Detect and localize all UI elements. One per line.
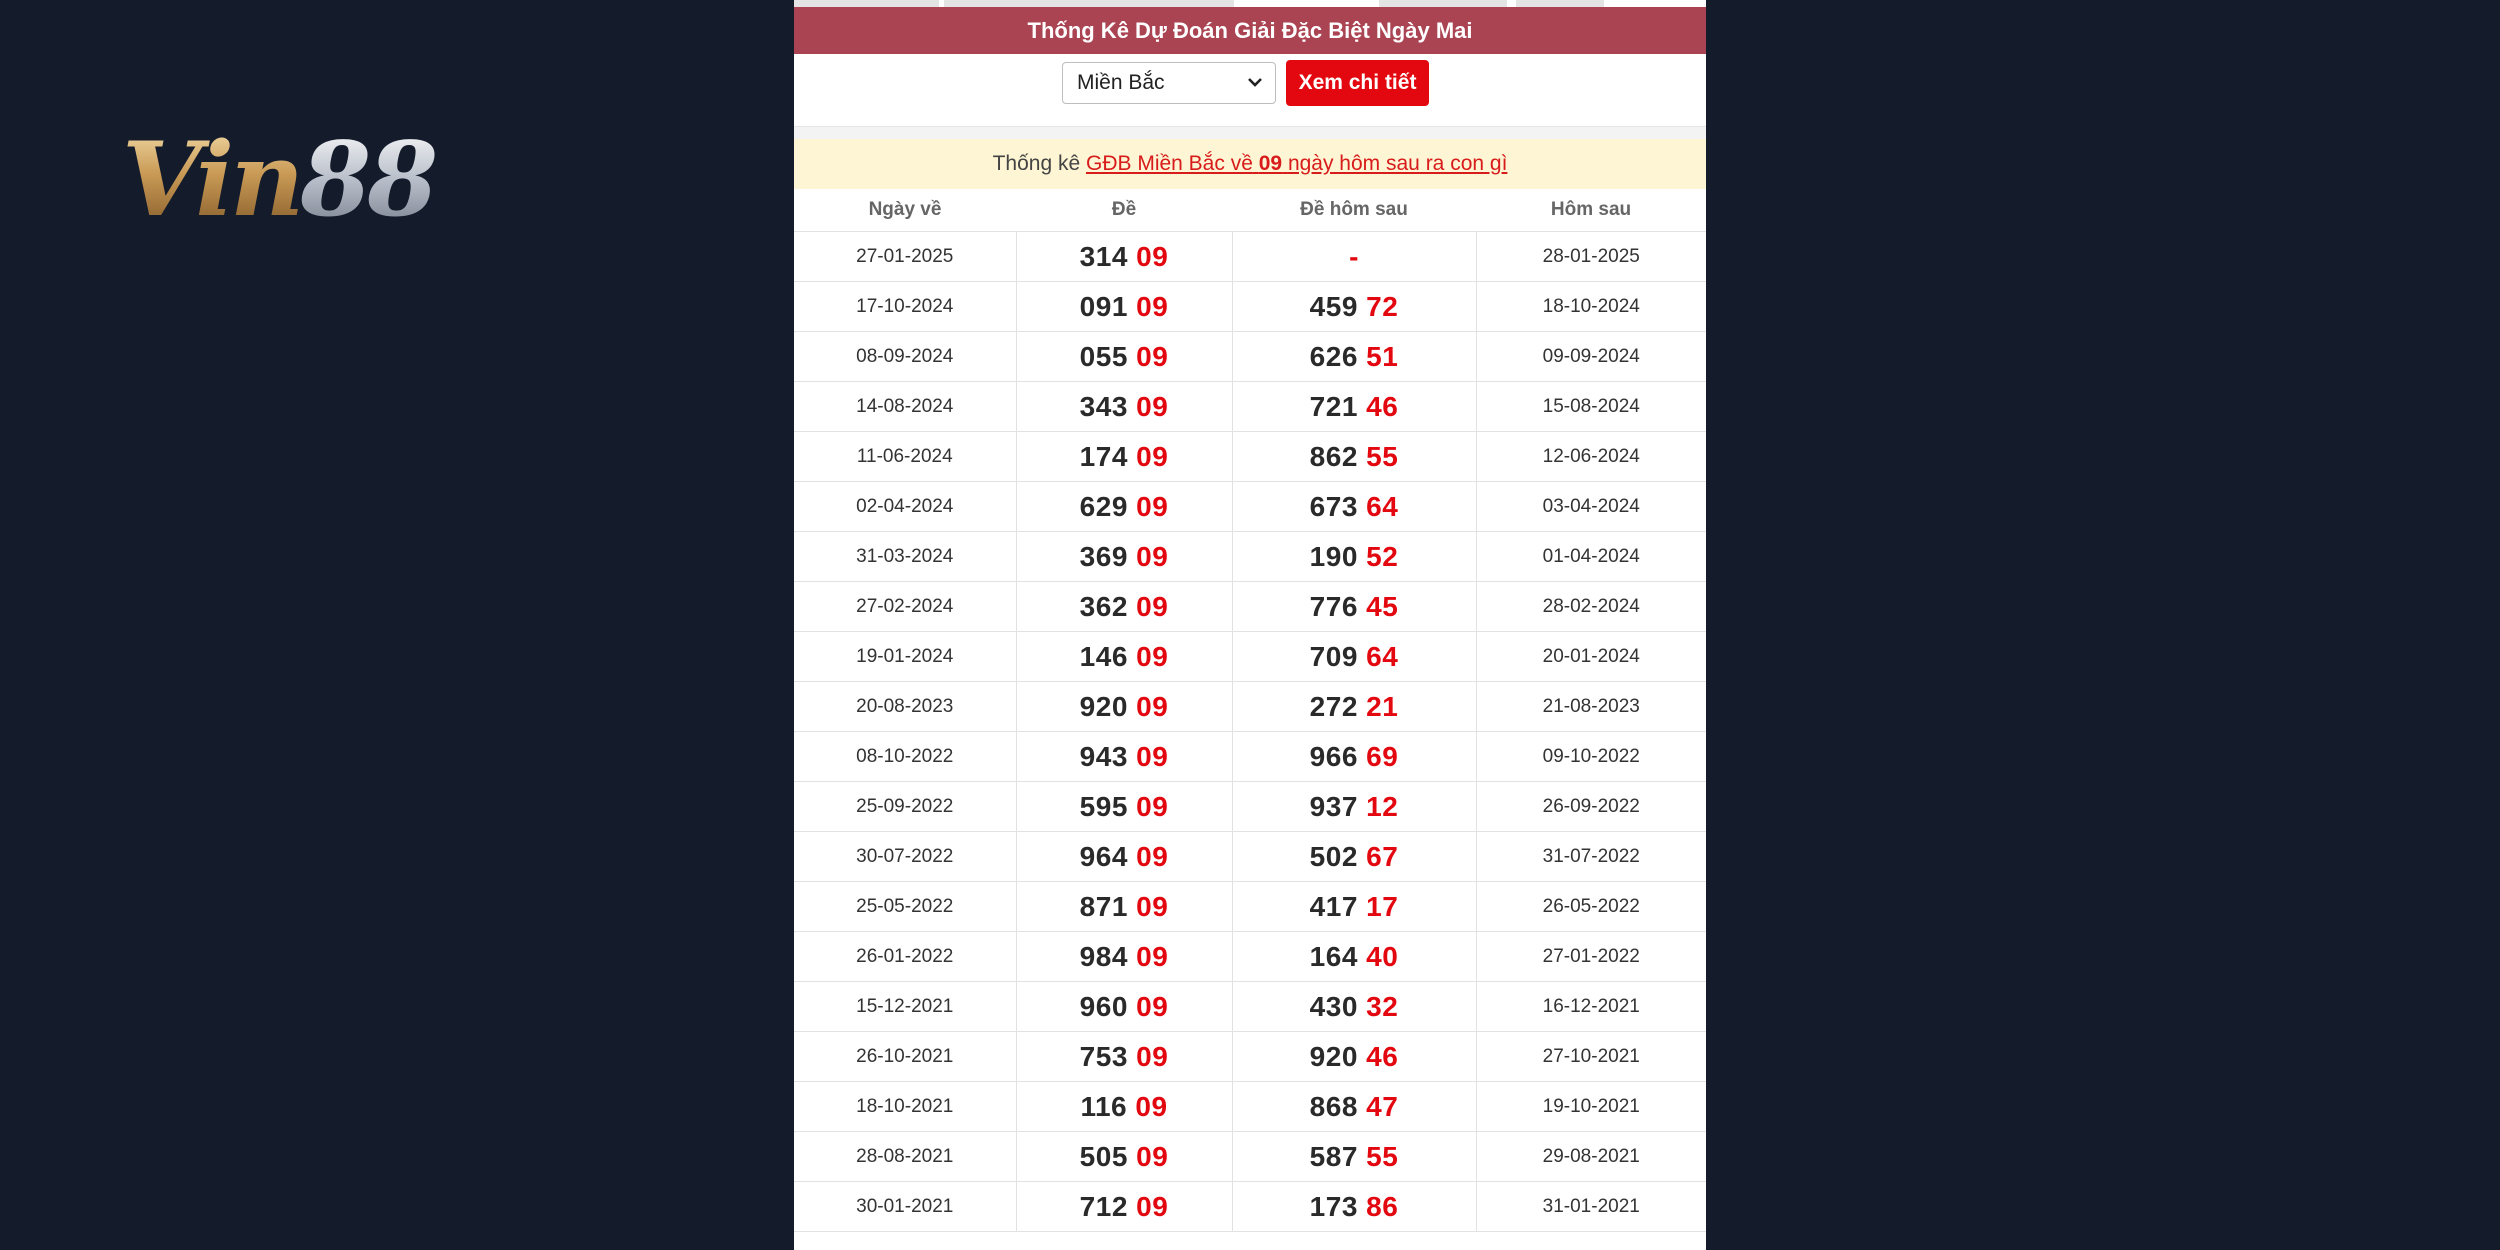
row-next-de-suffix: 40 — [1366, 940, 1399, 972]
row-de-suffix: 09 — [1136, 640, 1169, 672]
summary-number: 09 — [1258, 152, 1283, 175]
row-next-de-suffix: 12 — [1366, 790, 1399, 822]
row-de — [1016, 732, 1232, 782]
row-de — [1016, 382, 1232, 432]
row-next-de-suffix: 17 — [1366, 890, 1399, 922]
row-next-date: 31-07-2022 — [1476, 832, 1706, 882]
row-next-de-prefix: 721 — [1309, 390, 1358, 422]
row-next-date: 27-01-2022 — [1476, 932, 1706, 982]
row-de-prefix: 943 — [1079, 740, 1128, 772]
row-next-de — [1232, 632, 1476, 682]
row-date: 27-01-2025 — [794, 232, 1016, 282]
row-de-suffix: 09 — [1136, 440, 1169, 472]
table-header-row — [794, 189, 1706, 232]
row-date: 31-03-2024 — [794, 532, 1016, 582]
row-next-de — [1232, 982, 1476, 1032]
row-next-de-prefix: 430 — [1309, 990, 1358, 1022]
row-de-suffix: 09 — [1136, 790, 1169, 822]
row-de — [1016, 932, 1232, 982]
row-de — [1016, 1182, 1232, 1232]
row-de-prefix: 629 — [1079, 490, 1128, 522]
row-next-date: 12-06-2024 — [1476, 432, 1706, 482]
stats-panel — [794, 0, 1706, 1250]
row-next-de — [1232, 732, 1476, 782]
row-next-de — [1232, 382, 1476, 432]
table-row — [794, 632, 1706, 682]
row-next-date: 01-04-2024 — [1476, 532, 1706, 582]
row-de-prefix: 055 — [1079, 340, 1128, 372]
chevron-down-icon — [1247, 63, 1263, 117]
row-next-de — [1232, 232, 1476, 282]
row-de — [1016, 682, 1232, 732]
row-de-suffix: 09 — [1136, 940, 1169, 972]
row-de-prefix: 091 — [1079, 290, 1128, 322]
row-next-de — [1232, 832, 1476, 882]
row-de-prefix: 146 — [1079, 640, 1128, 672]
row-de — [1016, 632, 1232, 682]
section-gap — [794, 127, 1706, 139]
row-next-de — [1232, 482, 1476, 532]
table-row — [794, 882, 1706, 932]
row-next-de-prefix: 164 — [1309, 940, 1358, 972]
row-next-de-prefix: 673 — [1309, 490, 1358, 522]
row-de — [1016, 1132, 1232, 1182]
row-next-de-prefix: 190 — [1309, 540, 1358, 572]
row-next-de-prefix: 966 — [1309, 740, 1358, 772]
row-date: 20-08-2023 — [794, 682, 1016, 732]
table-row — [794, 932, 1706, 982]
table-row — [794, 282, 1706, 332]
row-next-de-suffix: 51 — [1366, 340, 1399, 372]
table-row — [794, 432, 1706, 482]
row-next-de-suffix: 47 — [1366, 1090, 1399, 1122]
row-next-de-prefix: 920 — [1309, 1040, 1358, 1072]
row-next-de — [1232, 882, 1476, 932]
row-de-prefix: 362 — [1079, 590, 1128, 622]
row-next-de-suffix: 45 — [1366, 590, 1399, 622]
row-date: 25-05-2022 — [794, 882, 1016, 932]
row-next-de-suffix: 52 — [1366, 540, 1399, 572]
row-de — [1016, 282, 1232, 332]
tab-strip — [794, 0, 1706, 7]
row-date: 27-02-2024 — [794, 582, 1016, 632]
row-de-prefix: 369 — [1079, 540, 1128, 572]
row-date: 08-09-2024 — [794, 332, 1016, 382]
row-de-prefix: 343 — [1079, 390, 1128, 422]
page-title: Thống Kê Dự Đoán Giải Đặc Biệt Ngày Mai — [794, 7, 1706, 54]
row-de-suffix: 09 — [1136, 990, 1169, 1022]
row-next-de — [1232, 682, 1476, 732]
row-date: 02-04-2024 — [794, 482, 1016, 532]
row-next-de-prefix: 272 — [1309, 690, 1358, 722]
row-next-de — [1232, 1032, 1476, 1082]
row-next-date: 29-08-2021 — [1476, 1132, 1706, 1182]
row-de-prefix: 984 — [1079, 940, 1128, 972]
row-next-de-prefix: 709 — [1309, 640, 1358, 672]
row-next-de-prefix: 937 — [1309, 790, 1358, 822]
row-next-de-suffix: 55 — [1366, 1140, 1399, 1172]
vin88-logo — [120, 115, 490, 235]
table-row — [794, 732, 1706, 782]
table-row — [794, 332, 1706, 382]
row-next-date: 16-12-2021 — [1476, 982, 1706, 1032]
view-detail-button[interactable]: Xem chi tiết — [1286, 60, 1429, 106]
row-next-de-prefix: 173 — [1309, 1190, 1358, 1222]
row-next-de — [1232, 782, 1476, 832]
row-next-date: 26-05-2022 — [1476, 882, 1706, 932]
col-header-next-de: Đề hôm sau — [1232, 189, 1476, 232]
row-de-suffix: 09 — [1136, 740, 1169, 772]
row-next-date: 28-02-2024 — [1476, 582, 1706, 632]
row-date: 30-01-2021 — [794, 1182, 1016, 1232]
row-de-prefix: 753 — [1079, 1040, 1128, 1072]
filter-controls — [794, 54, 1706, 127]
row-next-date: 18-10-2024 — [1476, 282, 1706, 332]
row-de-prefix: 174 — [1079, 440, 1128, 472]
table-row — [794, 532, 1706, 582]
row-de — [1016, 1032, 1232, 1082]
row-next-date: 27-10-2021 — [1476, 1032, 1706, 1082]
row-de — [1016, 332, 1232, 382]
row-date: 30-07-2022 — [794, 832, 1016, 882]
row-de-prefix: 960 — [1079, 990, 1128, 1022]
row-next-date: 03-04-2024 — [1476, 482, 1706, 532]
row-de-suffix: 09 — [1136, 340, 1169, 372]
row-next-de-suffix: 32 — [1366, 990, 1399, 1022]
row-next-de-suffix: 72 — [1366, 290, 1399, 322]
table-row — [794, 1182, 1706, 1232]
summary-prefix: Thống kê — [992, 152, 1081, 175]
row-next-de-suffix: 64 — [1366, 640, 1399, 672]
row-date: 08-10-2022 — [794, 732, 1016, 782]
table-row — [794, 982, 1706, 1032]
logo-wordmark: Vin88 — [122, 120, 435, 235]
row-de-prefix: 964 — [1079, 840, 1128, 872]
row-next-date: 09-09-2024 — [1476, 332, 1706, 382]
row-date: 26-10-2021 — [794, 1032, 1016, 1082]
row-next-de-prefix: 776 — [1309, 590, 1358, 622]
row-de-suffix: 09 — [1136, 1140, 1169, 1172]
row-date: 28-08-2021 — [794, 1132, 1016, 1182]
row-next-de — [1232, 1082, 1476, 1132]
row-date: 17-10-2024 — [794, 282, 1016, 332]
row-date: 14-08-2024 — [794, 382, 1016, 432]
table-row — [794, 582, 1706, 632]
row-next-de — [1232, 1132, 1476, 1182]
results-table — [794, 189, 1706, 1232]
table-row — [794, 682, 1706, 732]
row-next-date: 28-01-2025 — [1476, 232, 1706, 282]
col-header-date: Ngày về — [794, 189, 1016, 232]
row-next-de-prefix: 868 — [1309, 1090, 1358, 1122]
row-de — [1016, 1082, 1232, 1132]
row-de-prefix: 871 — [1079, 890, 1128, 922]
row-date: 19-01-2024 — [794, 632, 1016, 682]
col-header-next-date: Hôm sau — [1476, 189, 1706, 232]
row-de-prefix: 505 — [1079, 1140, 1128, 1172]
row-next-de-suffix: 46 — [1366, 390, 1399, 422]
row-de-prefix: 116 — [1080, 1090, 1128, 1122]
row-date: 15-12-2021 — [794, 982, 1016, 1032]
row-next-de — [1232, 532, 1476, 582]
row-next-de-suffix: 21 — [1366, 690, 1399, 722]
row-de-suffix: 09 — [1136, 690, 1169, 722]
row-de-suffix: 09 — [1136, 240, 1169, 272]
row-de — [1016, 432, 1232, 482]
row-de-prefix: 595 — [1079, 790, 1128, 822]
row-date: 18-10-2021 — [794, 1082, 1016, 1132]
row-de-prefix: 712 — [1079, 1190, 1128, 1222]
row-next-date: 20-01-2024 — [1476, 632, 1706, 682]
col-header-de: Đề — [1016, 189, 1232, 232]
row-date: 25-09-2022 — [794, 782, 1016, 832]
row-next-de — [1232, 332, 1476, 382]
row-de — [1016, 532, 1232, 582]
row-de-suffix: 09 — [1135, 1090, 1168, 1122]
summary-link[interactable]: GĐB Miền Bắc về 09 ngày hôm sau ra con gì — [1085, 152, 1508, 175]
row-next-date: 31-01-2021 — [1476, 1182, 1706, 1232]
row-de-prefix: 314 — [1079, 240, 1128, 272]
row-de-suffix: 09 — [1136, 540, 1169, 572]
row-next-de-prefix: 862 — [1309, 440, 1358, 472]
table-row — [794, 1132, 1706, 1182]
row-next-de-prefix: 626 — [1309, 340, 1358, 372]
row-next-de — [1232, 582, 1476, 632]
row-de-suffix: 09 — [1136, 390, 1169, 422]
row-de — [1016, 232, 1232, 282]
row-next-de-suffix: 86 — [1366, 1190, 1399, 1222]
row-de — [1016, 832, 1232, 882]
row-de-suffix: 09 — [1136, 890, 1169, 922]
row-date: 26-01-2022 — [794, 932, 1016, 982]
row-next-de-suffix: 55 — [1366, 440, 1399, 472]
table-row — [794, 482, 1706, 532]
row-next-de — [1232, 432, 1476, 482]
row-next-de-suffix: 69 — [1366, 740, 1399, 772]
row-next-de-suffix: 46 — [1366, 1040, 1399, 1072]
row-de-suffix: 09 — [1136, 490, 1169, 522]
row-de-prefix: 920 — [1079, 690, 1128, 722]
table-row — [794, 232, 1706, 282]
row-next-de-prefix: 459 — [1309, 290, 1358, 322]
row-de — [1016, 982, 1232, 1032]
row-next-de-suffix: 67 — [1366, 840, 1399, 872]
row-next-date: 26-09-2022 — [1476, 782, 1706, 832]
table-row — [794, 1032, 1706, 1082]
row-de — [1016, 582, 1232, 632]
table-row — [794, 382, 1706, 432]
row-next-de — [1232, 1182, 1476, 1232]
table-row — [794, 782, 1706, 832]
row-de — [1016, 882, 1232, 932]
row-de-suffix: 09 — [1136, 1190, 1169, 1222]
row-next-date: 19-10-2021 — [1476, 1082, 1706, 1132]
table-row — [794, 1082, 1706, 1132]
row-next-de — [1232, 282, 1476, 332]
row-de — [1016, 782, 1232, 832]
row-next-de-prefix: 417 — [1309, 890, 1358, 922]
table-row — [794, 832, 1706, 882]
row-next-de-suffix: - — [1349, 240, 1359, 272]
row-next-date: 21-08-2023 — [1476, 682, 1706, 732]
row-next-de — [1232, 932, 1476, 982]
row-de-suffix: 09 — [1136, 840, 1169, 872]
row-next-de-prefix: 587 — [1309, 1140, 1358, 1172]
region-select[interactable] — [1062, 62, 1276, 104]
row-next-date: 15-08-2024 — [1476, 382, 1706, 432]
row-date: 11-06-2024 — [794, 432, 1016, 482]
row-next-de-prefix: 502 — [1309, 840, 1358, 872]
row-de — [1016, 482, 1232, 532]
row-next-de-suffix: 64 — [1366, 490, 1399, 522]
row-de-suffix: 09 — [1136, 1040, 1169, 1072]
row-de-suffix: 09 — [1136, 290, 1169, 322]
row-next-date: 09-10-2022 — [1476, 732, 1706, 782]
summary-line — [794, 139, 1706, 189]
row-de-suffix: 09 — [1136, 590, 1169, 622]
region-select-value: Miền Bắc — [1077, 71, 1165, 94]
